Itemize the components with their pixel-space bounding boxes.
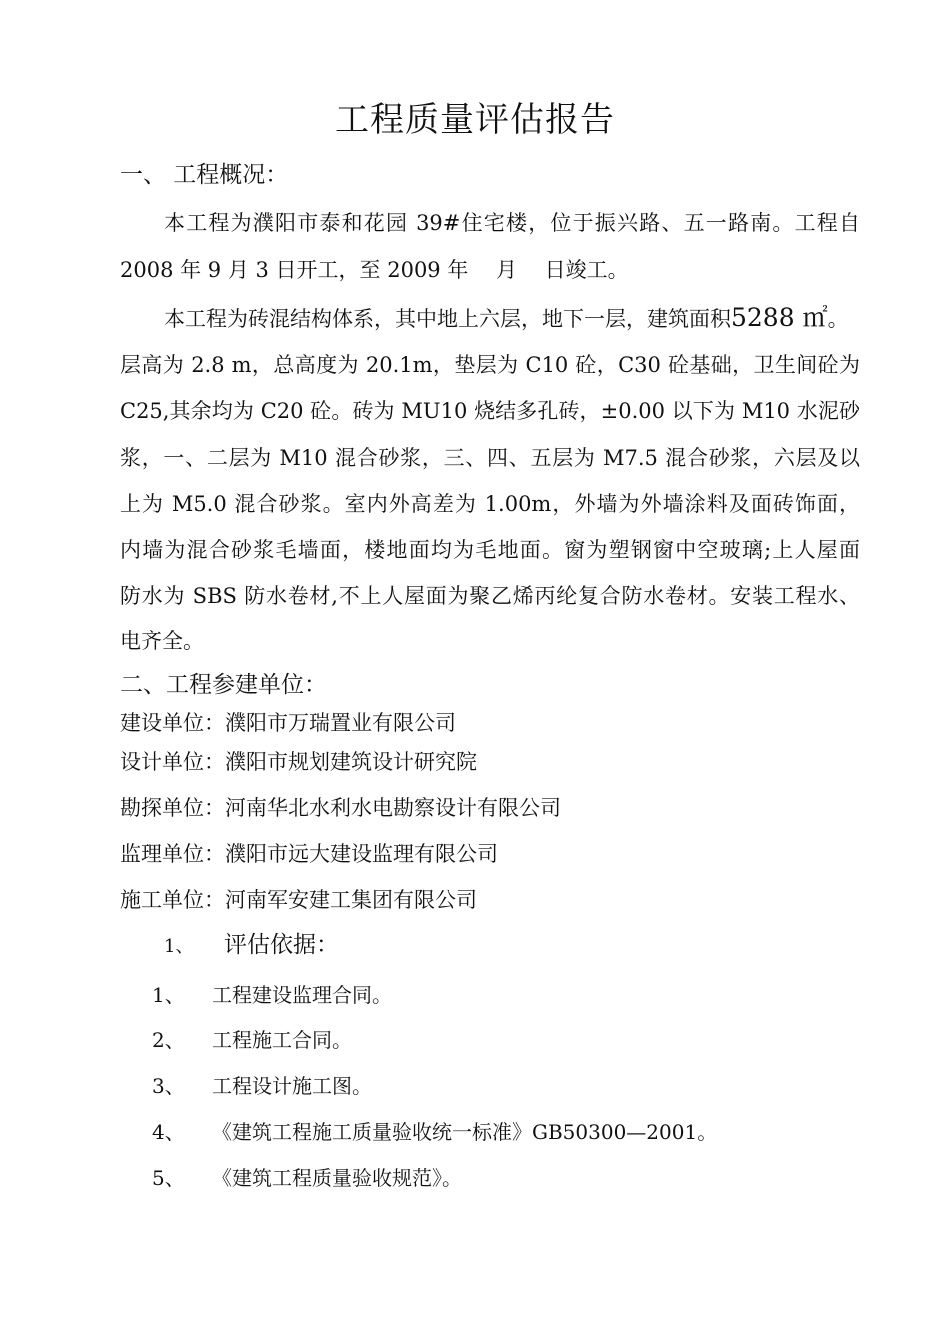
unit-value: 河南军安建工集团有限公司 [225,888,477,912]
basis-heading [164,930,339,962]
basis-item-text: 工程设计施工图。 [212,1074,372,1098]
unit-value: 河南华北水利水电勘察设计有限公司 [225,796,561,820]
unit-row-survey [120,793,860,823]
basis-item-text: 《建筑工程质量验收规范》。 [212,1166,462,1190]
basis-item-text: 工程施工合同。 [212,1028,352,1052]
paragraph-2-end: 。 [827,307,849,331]
paragraph-2-line-2: 层高为 2.8 m，总高度为 20.1m，垫层为 C10 砼，C30 砼基础，卫生间砼为 [120,353,860,377]
basis-item [152,1163,462,1193]
paragraph-2-line-4: 浆，一、二层为 M10 混合砂浆，三、四、五层为 M7.5 混合砂浆，六层及以 [120,446,860,470]
unit-label: 设计单位： [120,750,225,774]
paragraph-2-line-8: 电齐全。 [120,629,204,653]
basis-item [152,980,392,1010]
section-2-heading: 二、工程参建单位： [120,672,327,698]
unit-label: 勘探单位： [120,796,225,820]
basis-item [152,1071,372,1101]
basis-item-number: 5、 [152,1166,185,1190]
paragraph-2-line-7: 防水为 SBS 防水卷材,不上人屋面为聚乙烯丙纶复合防水卷材。安装工程水、 [120,584,860,608]
basis-item-text: 《建筑工程施工质量验收统一标准》GB50300—2001。 [212,1120,718,1144]
paragraph-1-line-1: 本工程为濮阳市泰和花园 39#住宅楼，位于振兴路、五一路南。工程自 [164,211,860,235]
unit-value: 濮阳市规划建筑设计研究院 [225,750,477,774]
unit-label: 建设单位： [120,711,225,735]
basis-item [152,1117,717,1147]
basis-item-number: 3、 [152,1074,185,1098]
paragraph-2-text: 本工程为砖混结构体系，其中地上六层，地下一层，建筑面积 [164,307,731,331]
section-1-heading: 一、 工程概况： [120,162,289,188]
paragraph-2-line-5: 上为 M5.0 混合砂浆。室内外高差为 1.00m，外墙为外墙涂料及面砖饰面， [120,492,860,516]
paragraph-2-line-1 [164,303,860,334]
unit-label: 监理单位： [120,842,225,866]
unit-row-contractor [120,885,860,915]
paragraph-2-line-6: 内墙为混合砂浆毛墙面，楼地面均为毛地面。窗为塑钢窗中空玻璃;上人屋面 [120,538,860,562]
basis-item-text: 工程建设监理合同。 [212,983,392,1007]
paragraph-2-line-3: C25,其余均为 C20 砼。砖为 MU10 烧结多孔砖，±0.00 以下为 M10 水泥砂 [120,399,860,423]
basis-number: 1、 [164,936,194,957]
unit-value: 濮阳市远大建设监理有限公司 [225,842,498,866]
basis-title: 评估依据： [224,932,339,958]
page-title: 工程质量评估报告 [335,100,615,140]
unit-value: 濮阳市万瑞置业有限公司 [225,711,456,735]
unit-row-supervision [120,839,860,869]
building-area: 5288 ㎡ [731,303,828,332]
unit-label: 施工单位： [120,888,225,912]
paragraph-1-line-2: 2008 年 9 月 3 日开工，至 2009 年 月 日竣工。 [120,258,629,282]
basis-item-number: 4、 [152,1120,185,1144]
basis-item [152,1025,352,1055]
basis-item-number: 1、 [152,983,185,1007]
unit-row-design [120,747,860,777]
basis-item-number: 2、 [152,1028,185,1052]
unit-row-construction [120,708,860,738]
